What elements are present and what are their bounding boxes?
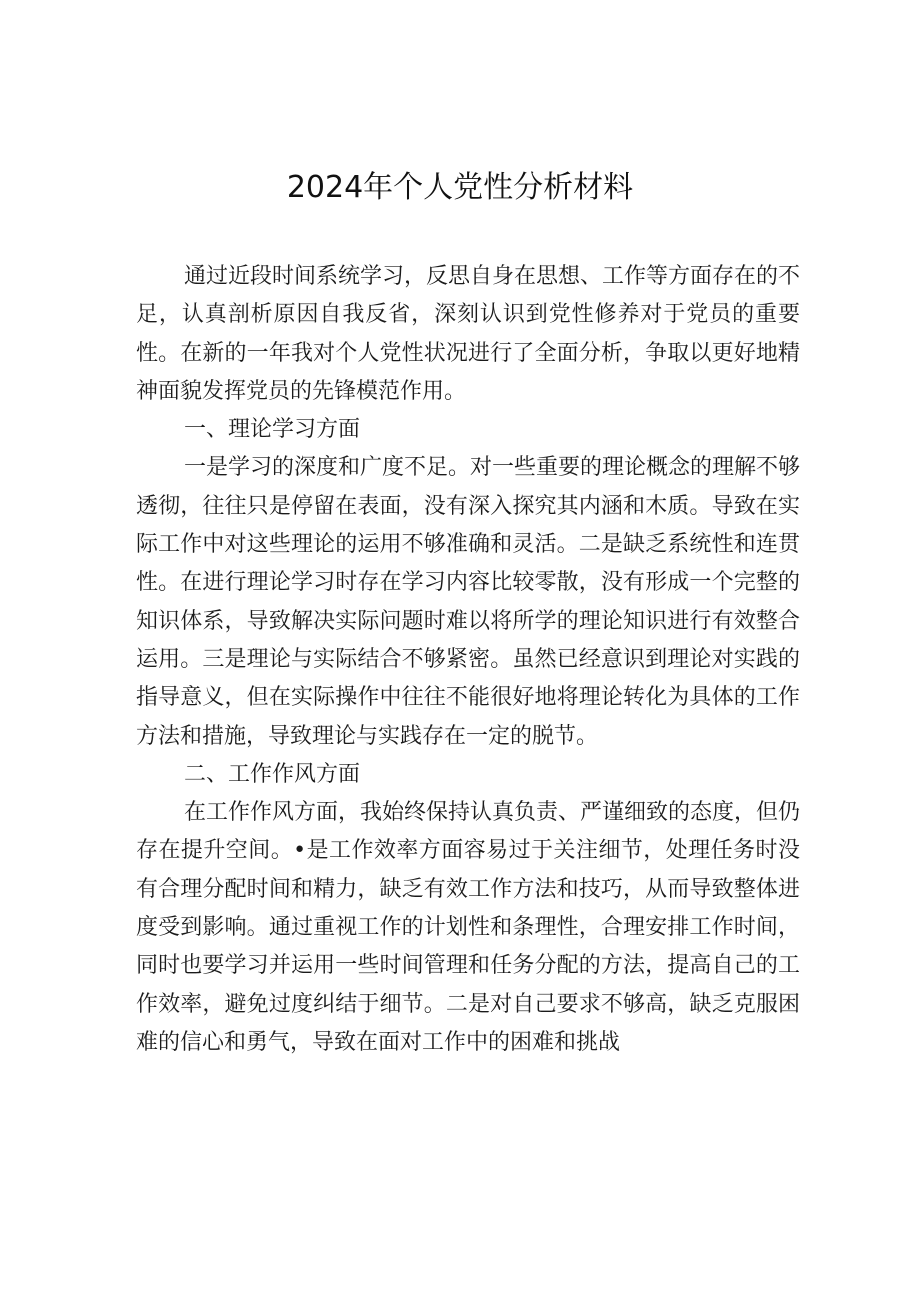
document-body [136, 258, 800, 1062]
section-heading-theory: 一、理论学习方面 [184, 417, 361, 443]
work-style-paragraph: 在工作作风方面，我始终保持认真负责、严谨细致的态度，但仍存在提升空间。•是工作效率方面容易过于关注细节，处理任务时没有合理分配时间和精力，缺乏有效工作方法和技巧，从而导致整体进度受到影响。通过重视工作的计划性和条理性，合理安排工作时间，同时也要学习并运用一些时间管理和任务分配的方法，提高自己的工作效率，避免过度纠结于细节。二是对自己要求不够高，缺乏克服困难的信心和勇气，导致在面对工作中的困难和挑战 [136, 800, 801, 1055]
intro-paragraph: 通过近段时间系统学习，反思自身在思想、工作等方面存在的不足，认真剖析原因自我反省，深刻认识到党性修养对于党员的重要性。在新的一年我对个人党性状况进行了全面分析，争取以更好地精神面貌发挥党员的先锋模范作用。 [136, 264, 801, 404]
section-heading-work-style: 二、工作作风方面 [184, 761, 361, 787]
theory-paragraph: 一是学习的深度和广度不足。对一些重要的理论概念的理解不够透彻，往往只是停留在表面，没有深入探究其内涵和木质。导致在实际工作中对这些理论的运用不够准确和灵活。二是缺乏系统性和连贯性。在进行理论学习时存在学习内容比较零散，没有形成一个完整的知识体系，导致解决实际问题时难以将所学的理论知识进行有效整合运用。三是理论与实际结合不够紧密。虽然已经意识到理论对实践的指导意义，但在实际操作中往往不能很好地将理论转化为具体的工作方法和措施，导致理论与实践存在一定的脱节。 [136, 455, 801, 749]
document-title: 2024年个人党性分析材料 [286, 170, 634, 205]
